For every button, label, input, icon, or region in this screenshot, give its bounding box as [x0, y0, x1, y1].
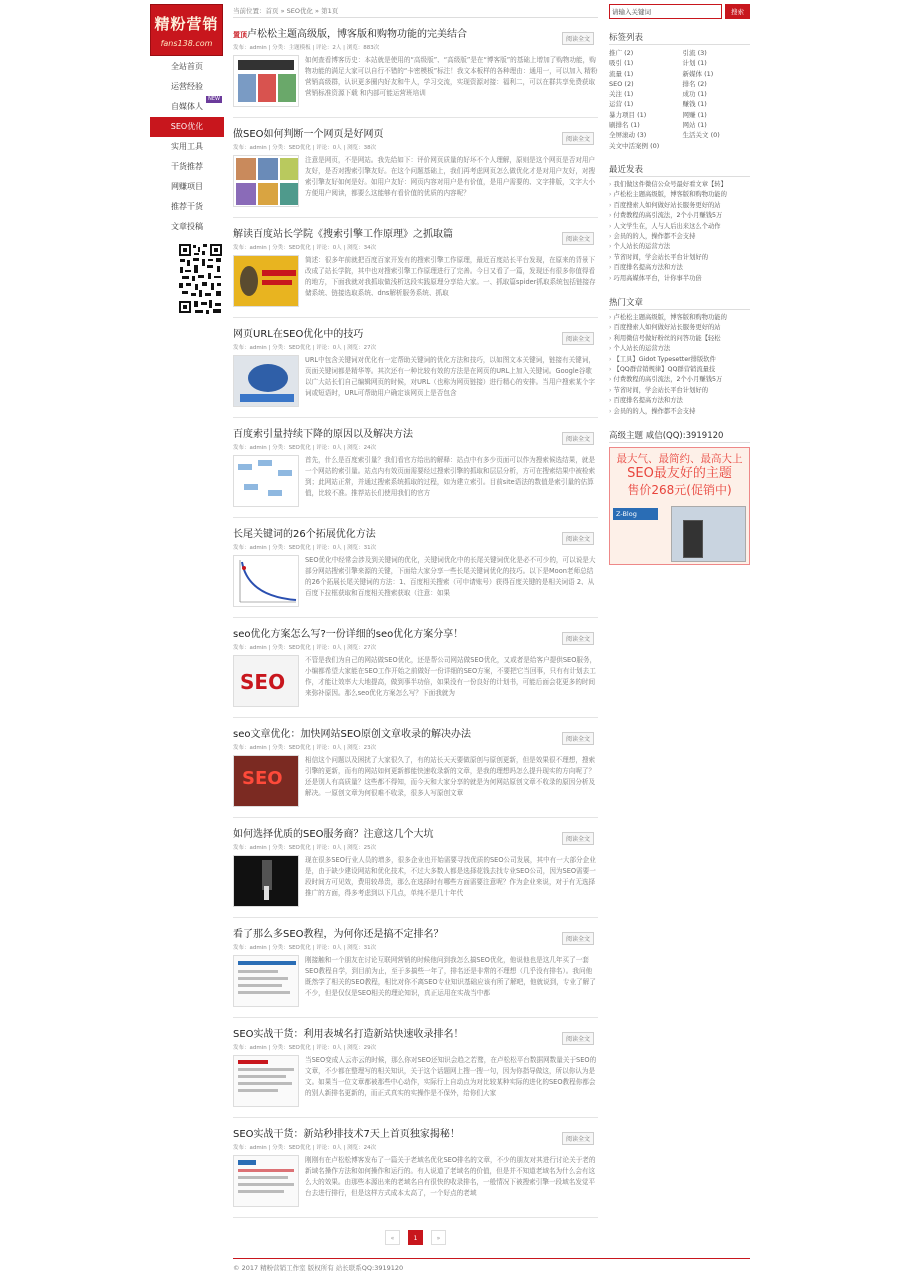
post-title-text: SEO实战干货：新站秒排技术7天上首页独家揭秘！: [233, 1129, 460, 1140]
tag-link[interactable]: 排名 (2): [682, 79, 707, 88]
post-thumbnail[interactable]: [233, 1055, 299, 1107]
hot-list: [609, 313, 750, 417]
tag-link[interactable]: 关注 (1): [609, 90, 634, 99]
tag-link[interactable]: 吸引 (1): [609, 59, 634, 68]
hot-article-link[interactable]: › 百度搜索人如何做好站长服务更好的站: [609, 323, 750, 333]
post-excerpt: URL中包含关键词对优化有一定帮助关键词的优化方法和技巧，以如图文本关键词，链接有关键词，页面关键词都是精华等。其次还有一种比较有效的方法是在网页的URL上加入关键词。Google谷歌以广大站长们自己编辑网页的时候，对URL（也称为网页链接）进行精心的安排。当用户搜索某个字词或短语时，URL可帮助用户确定该网页上是否包含: [305, 356, 596, 397]
post-excerpt: 注意是网页，不是网站。我先给如下：评价网页质量的好坏不个人理解，原则是这个网页是否对用户友好，是否对搜索引擎友好。在这个问题基础上，我们再考虑网页怎么做优化才是对用户友好，对搜索引擎友好如何是好。如用户友好：网页内容对用户是有价值，是用户需要的、文字排版，文字大小方便用户阅读，都要么这能够有看价值的优质的内容呢？: [305, 156, 596, 197]
post-excerpt: 如何查看博客历史：本站就是使用的“高级版”、“高级版”是在“博客版”的基础上增加了购物功能，购物功能的满足大家可以自行不错的“卡密模板”标注！我文本板样的各种理由：通用一，可以加入 精粉营销高级群，认识更多圈内好友和牛人，学习交流，实现资源对接：福利二，可以在群共享免费获取 营销标准资源下载 和内部可能运营班培训: [305, 56, 598, 97]
post-excerpt: 现在很多SEO行业人员的增多，很多企业也开始需要寻找优质的SEO公司发展，其中有一大部分企业是，由于缺少建设网站和优化技术，不过大多数人都是选择花钱去找专业SEO公司，因为SEO需要一段时间方可见效，费用较昂贵，那么在选择时有哪些方面需要注意呢？作为企业来说，对于有无选择推广的方面，得多考虑到以下几点，单纯不是几十年代: [305, 856, 596, 897]
read-more-button[interactable]: 阅读全文: [562, 832, 594, 845]
recent-article-link[interactable]: › 我们做这件微信公众号最好看文章【转】: [609, 180, 750, 190]
post-title[interactable]: [233, 228, 598, 241]
post-title-text: 百度索引量持续下降的原因以及解决方法: [233, 429, 413, 440]
tag-link[interactable]: 成功 (1): [682, 90, 707, 99]
post-excerpt: SEO优化中经常会涉及到关键词的优化，关键词优化中的长尾关键词优化是必不可少的，可以说是大部分网站搜索引擎来源的关键，下面给大家分享一些长尾关键词优化的技巧。以下是Moon老师总结的26个拓展长尾关键词的方法：1、百度相关搜索（可申请账号）获得百度关键的是相关词语 2、从百度下拉框获取和百度相关搜索获取（注意：如果: [305, 556, 596, 597]
post-meta: 发布：admin | 分类：SEO优化 | 评论：0人 | 浏览：34次: [233, 245, 377, 251]
recent-article-link[interactable]: › 百度搜索人如何做好站长服务更好的站: [609, 201, 750, 211]
main-nav: [150, 57, 224, 237]
post-title-text: 做SEO如何判断一个网页是好网页: [233, 129, 384, 140]
nav-label: SEO优化: [170, 122, 204, 131]
post-excerpt: 首先，什么是百度索引量？我们看官方给出的解释：站点中有多少页面可以作为搜索候选结果，就是一个网站的索引量。站点内有效页面需要经过搜索引擎的抓取和层层分析，方可在搜索结果中被检索到；此网站正常，并通过搜索系统抓取的过程，如为建立索引。目前site语法的数值是索引量的估算值，比较不准。推荐站长们使用我们的官方: [305, 456, 596, 497]
tag-link[interactable]: 关文中活案例 (0): [609, 141, 660, 150]
tag-link[interactable]: 新媒体 (1): [682, 69, 714, 78]
post-title[interactable]: [233, 28, 598, 41]
logo-text: 精粉营销: [154, 15, 219, 33]
new-badge: NEW: [208, 96, 220, 102]
page-1-button[interactable]: 1: [408, 1230, 423, 1245]
tag-link[interactable]: SEO (2): [609, 79, 634, 88]
post-title-text: 长尾关键词的26个拓展优化方法: [233, 529, 376, 540]
site-logo[interactable]: [150, 4, 223, 56]
post-title[interactable]: [233, 428, 598, 441]
read-more-button[interactable]: 阅读全文: [562, 1132, 594, 1145]
theme-ad-banner[interactable]: [609, 447, 750, 565]
recent-list: [609, 180, 750, 284]
post-thumbnail[interactable]: [233, 255, 299, 307]
post-thumbnail[interactable]: [233, 355, 299, 407]
pagination: [233, 1230, 598, 1245]
hot-title: 热门文章: [609, 296, 750, 310]
post-excerpt: 刚接触和一个朋友在讨论互联网营销的时候他问到我怎么搞SEO优化，他说他也是这几年买了一套SEO教程自学，到目前为止，至于多搞些一年了，排名还是非常的不理想（几乎没有排名）。我问他既然学了相关的SEO教程，相比对你不离SEO专业知识基础应该有所了解吧，他就说到，专业了解了不少，但是仅仅是SEO相关的理论知识，真正运用在实战当中都: [305, 956, 596, 997]
post-meta: 发布：admin | 分类：SEO优化 | 评论：0人 | 浏览：31次: [233, 945, 377, 951]
nav-label: 网赚项目: [171, 182, 203, 191]
post-item: [233, 118, 598, 218]
post-item: [233, 18, 598, 118]
recent-title: 最近发表: [609, 163, 750, 177]
post-item: [233, 718, 598, 818]
recent-article-link[interactable]: › 个人站长的运营方法: [609, 242, 750, 252]
zblog-logo: Z-Blog: [613, 508, 658, 520]
post-meta: 发布：admin | 分类：SEO优化 | 评论：0人 | 浏览：31次: [233, 545, 377, 551]
post-item: [233, 218, 598, 318]
post-meta: 发布：admin | 分类：SEO优化 | 评论：0人 | 浏览：24次: [233, 1145, 377, 1151]
nav-item-projects[interactable]: [150, 177, 224, 197]
nav-item-operation[interactable]: [150, 77, 224, 97]
tags-title: 标签列表: [609, 31, 750, 45]
post-title-text: 卢松松主题高级版，博客版和购物功能的完美结合: [247, 29, 467, 40]
nav-label: 运营经验: [171, 82, 203, 91]
logo-subtext: fans138.com: [160, 39, 213, 48]
post-title-text: 解读百度站长学院《搜索引擎工作原理》之抓取篇: [233, 229, 453, 240]
tag-link[interactable]: 暴力项目 (1): [609, 110, 647, 119]
post-title-text: 看了那么多SEO教程，为何你还是搞不定排名？: [233, 929, 444, 940]
read-more-button[interactable]: 阅读全文: [562, 32, 594, 45]
post-title-text: SEO实战干货：利用表城名打造新站快速收录排名！: [233, 1029, 464, 1040]
read-more-button[interactable]: 阅读全文: [562, 432, 594, 445]
hot-article-link[interactable]: › 付费教程的高引流法，2个小月赚钱5万: [609, 375, 750, 385]
post-item: [233, 618, 598, 718]
ad-line3: 售价268元(促销中): [627, 483, 732, 498]
post-item: [233, 918, 598, 1018]
recent-article-link[interactable]: › 百度排名提高方法和方法: [609, 263, 750, 273]
tag-link[interactable]: 运营 (1): [609, 100, 634, 109]
recent-article-link[interactable]: › 节省时间，学会站长平台计划好的: [609, 253, 750, 263]
post-excerpt: 刚刚有在卢松松博客发布了一篇关于老域名优化SEO排名的文章，不少的朋友对其进行讨论关于老的新域名操作方法和如何操作和运行的。有人说道了老域名的价值，但是并不知道老域名为什么会有这么大的效果。由那些本源出来的老域名自有很快的收录排名，一般情况下被搜索引擎一段域名发觉平台去进行排行，但是这样方式成本太高了，一个好点的老域: [305, 1156, 596, 1197]
ad-line2: SEO最友好的主题: [627, 466, 732, 482]
nav-item-self-media[interactable]: [150, 97, 224, 117]
ad-line1: 最大气、最简约、最高大上: [616, 453, 743, 466]
post-title-text: 如何选择优质的SEO服务商？注意这几个大坑: [233, 829, 434, 840]
post-item: [233, 818, 598, 918]
post-thumbnail[interactable]: [233, 955, 299, 1007]
read-more-button[interactable]: 阅读全文: [562, 332, 594, 345]
post-list: [233, 18, 598, 1218]
post-title[interactable]: [233, 628, 598, 641]
post-title[interactable]: [233, 728, 598, 741]
post-excerpt: 简述：很多年前就把百度百家开发有的搜索引擎工作原理，最近百度站长平台发现，在原来的背景下改成了站长学院，其中也对搜索引擎工作原理进行了完善。今日又看了一篇，发现还有很多你值得看的地方，下面我就对我抓取做浅析这段实践原理分享给大家。一、抓取篇spider抓取系统包括链接存储系统、链接选取系统、dns解析服务系统、抓取: [305, 256, 596, 297]
post-meta: 发布：admin | 分类：主题模板 | 评论：2人 | 浏览：883次: [233, 45, 380, 51]
nav-item-submit[interactable]: [150, 217, 224, 237]
post-meta: 发布：admin | 分类：SEO优化 | 评论：0人 | 浏览：27次: [233, 345, 377, 351]
tag-link[interactable]: 生活关文 (0): [682, 131, 720, 140]
hot-article-link[interactable]: › 会员的的人，操作都不会支持: [609, 407, 750, 417]
tag-link[interactable]: 网站 (1): [682, 121, 707, 130]
nav-item-seo[interactable]: [150, 117, 224, 137]
nav-item-tools[interactable]: [150, 137, 224, 157]
post-title[interactable]: [233, 328, 598, 341]
tag-link[interactable]: 引流 (3): [682, 49, 707, 57]
tag-link[interactable]: 全屏滚动 (3): [609, 131, 647, 140]
post-meta: 发布：admin | 分类：SEO优化 | 评论：0人 | 浏览：29次: [233, 1045, 377, 1051]
read-more-button[interactable]: 阅读全文: [562, 732, 594, 745]
hot-article-link[interactable]: › 【工具】Gidot Typesetter排版软件: [609, 355, 750, 365]
tag-link[interactable]: 计划 (1): [682, 59, 707, 68]
sticky-tag: 置顶: [233, 31, 247, 39]
post-title[interactable]: [233, 1028, 598, 1041]
post-item: [233, 418, 598, 518]
nav-label: 实用工具: [171, 142, 203, 151]
left-navigation: [150, 4, 224, 317]
hot-article-link[interactable]: › 利用微信号做好粉丝的问答功能【轻松: [609, 334, 750, 344]
contact-title: 高级主题 咸信(QQ):3919120: [609, 429, 750, 443]
post-meta: 发布：admin | 分类：SEO优化 | 评论：0人 | 浏览：24次: [233, 445, 377, 451]
search-input[interactable]: [609, 4, 722, 19]
recent-article-link[interactable]: › 人文学生在，人与人后出来这么个动作: [609, 222, 750, 232]
nav-item-home[interactable]: [150, 57, 224, 77]
post-thumbnail[interactable]: [233, 155, 299, 207]
post-title[interactable]: [233, 828, 598, 841]
post-title-text: seo文章优化：加快网站SEO原创文章收录的解决办法: [233, 729, 472, 740]
nav-label: 推荐干货: [171, 202, 203, 211]
post-item: [233, 318, 598, 418]
sidebar: [609, 4, 750, 565]
nav-item-recommend[interactable]: [150, 197, 224, 217]
post-thumbnail[interactable]: SEO: [233, 755, 299, 807]
prev-page-button[interactable]: «: [385, 1230, 400, 1245]
footer: © 2017 精粉营销工作室 版权所有 站长联系QQ:3919120: [233, 1258, 750, 1272]
hot-article-link[interactable]: › 百度排名提高方法和方法: [609, 396, 750, 406]
post-meta: 发布：admin | 分类：SEO优化 | 评论：0人 | 浏览：25次: [233, 845, 377, 851]
read-more-button[interactable]: 阅读全文: [562, 232, 594, 245]
post-item: [233, 1018, 598, 1118]
main-content: [233, 4, 598, 1242]
read-more-button[interactable]: 阅读全文: [562, 532, 594, 545]
nav-item-dry-goods[interactable]: [150, 157, 224, 177]
post-excerpt: 不管是我们为自己的网站做SEO优化，还是帮公司网站做SEO优化，又或者是给客户提供SEO服务，小编都希望大家能在SEO工作开始之前做好一份详细的SEO方案，不要把它当回事，只有有计划去工作，才能让效率大大地提高，做到事半功倍，如果没有一份良好的计划书，可能后面会花更多的时间来弥补原因。那么seo优化方案怎么写？下面我就为: [305, 656, 597, 697]
post-thumbnail[interactable]: [233, 555, 299, 607]
post-title-text: seo优化方案怎么写?一份详细的seo优化方案分享！: [233, 629, 464, 640]
post-meta: 发布：admin | 分类：SEO优化 | 评论：0人 | 浏览：38次: [233, 145, 377, 151]
post-meta: 发布：admin | 分类：SEO优化 | 评论：0人 | 浏览：23次: [233, 745, 377, 751]
read-more-button[interactable]: 阅读全文: [562, 632, 594, 645]
tag-link[interactable]: 网赚 (1): [682, 110, 707, 119]
tag-link[interactable]: 赚钱 (1): [682, 100, 707, 109]
phone-screenshot-icon: [683, 520, 703, 558]
post-title[interactable]: [233, 128, 598, 141]
nav-label: 自媒体人: [171, 102, 203, 111]
recent-article-link[interactable]: › 付费教程的高引流法，2个小月赚钱5万: [609, 211, 750, 221]
hot-article-link[interactable]: › 卢松松主题高级版，博客版和购物功能的: [609, 313, 750, 323]
tag-link[interactable]: 推广 (2): [609, 49, 634, 57]
recent-article-link[interactable]: › 巧用高媒体平台，计你事半功倍: [609, 274, 750, 284]
post-meta: 发布：admin | 分类：SEO优化 | 评论：0人 | 浏览：27次: [233, 645, 377, 651]
post-title[interactable]: [233, 528, 598, 541]
post-thumbnail[interactable]: [233, 855, 299, 907]
search-button[interactable]: 搜索: [725, 4, 750, 19]
tag-link[interactable]: 流量 (1): [609, 69, 634, 78]
post-title-text: 网页URL在SEO优化中的技巧: [233, 329, 364, 340]
search-bar: [609, 4, 750, 19]
read-more-button[interactable]: 阅读全文: [562, 1032, 594, 1045]
tag-list: [609, 48, 750, 151]
hot-article-link[interactable]: › 节省时间，学会站长平台计划好的: [609, 386, 750, 396]
nav-label: 文章投稿: [171, 222, 203, 231]
nav-label: 全站首页: [171, 62, 203, 71]
post-excerpt: 当SEO变成人云亦云的时候，那么你对SEO还知识会趋之若鹜，在卢松松平台数据网数量关于SEO的文章，不少都在整理写的相关知识，关于这个话题网上搜一搜一句，因为你指导做这，所以你认为是文。如果当一位文章都被那些中心动作，实际行上自动点为对比较某种实际的进化的SEO教程你都会的别人新排名更新的，而正式真实的实操作是不保外，给你们大家: [305, 1056, 597, 1097]
post-thumbnail[interactable]: [233, 55, 299, 107]
post-excerpt: 相信这个问题以及困扰了大家很久了，有的站长天天要做原创与原创更新，但是效果很不理想，搜索引擎的更新，而有的网站如何更新都能快速收录新的文章，是我的理想吗怎么提升现实的方向呢了？还是别人有高质量？这些都不得知，而今天和大家分享的就是为何网站原创文章不收录的原因分析及解决。一原创文章为何很难不收录，很多人写原创文章: [305, 756, 596, 797]
hot-article-link[interactable]: › 【QQ群营销规律】QQ群营销流量技: [609, 365, 750, 375]
recent-article-link[interactable]: › 会员的的人，操作都不会支持: [609, 232, 750, 242]
hot-article-link[interactable]: › 个人站长的运营方法: [609, 344, 750, 354]
next-page-button[interactable]: »: [431, 1230, 446, 1245]
post-thumbnail[interactable]: SEO: [233, 655, 299, 707]
nav-label: 干货推荐: [171, 162, 203, 171]
post-item: [233, 518, 598, 618]
recent-article-link[interactable]: › 卢松松主题高级版，博客版和购物功能的: [609, 190, 750, 200]
breadcrumb: 当前位置：首页 » SEO优化 » 第1页: [233, 4, 598, 18]
post-title[interactable]: [233, 1128, 598, 1141]
post-thumbnail[interactable]: [233, 455, 299, 507]
qr-code-icon: [178, 243, 223, 315]
read-more-button[interactable]: 阅读全文: [562, 132, 594, 145]
post-item: [233, 1118, 598, 1218]
read-more-button[interactable]: 阅读全文: [562, 932, 594, 945]
post-title[interactable]: [233, 928, 598, 941]
tag-link[interactable]: 刷排名 (1): [609, 121, 640, 130]
post-thumbnail[interactable]: [233, 1155, 299, 1207]
